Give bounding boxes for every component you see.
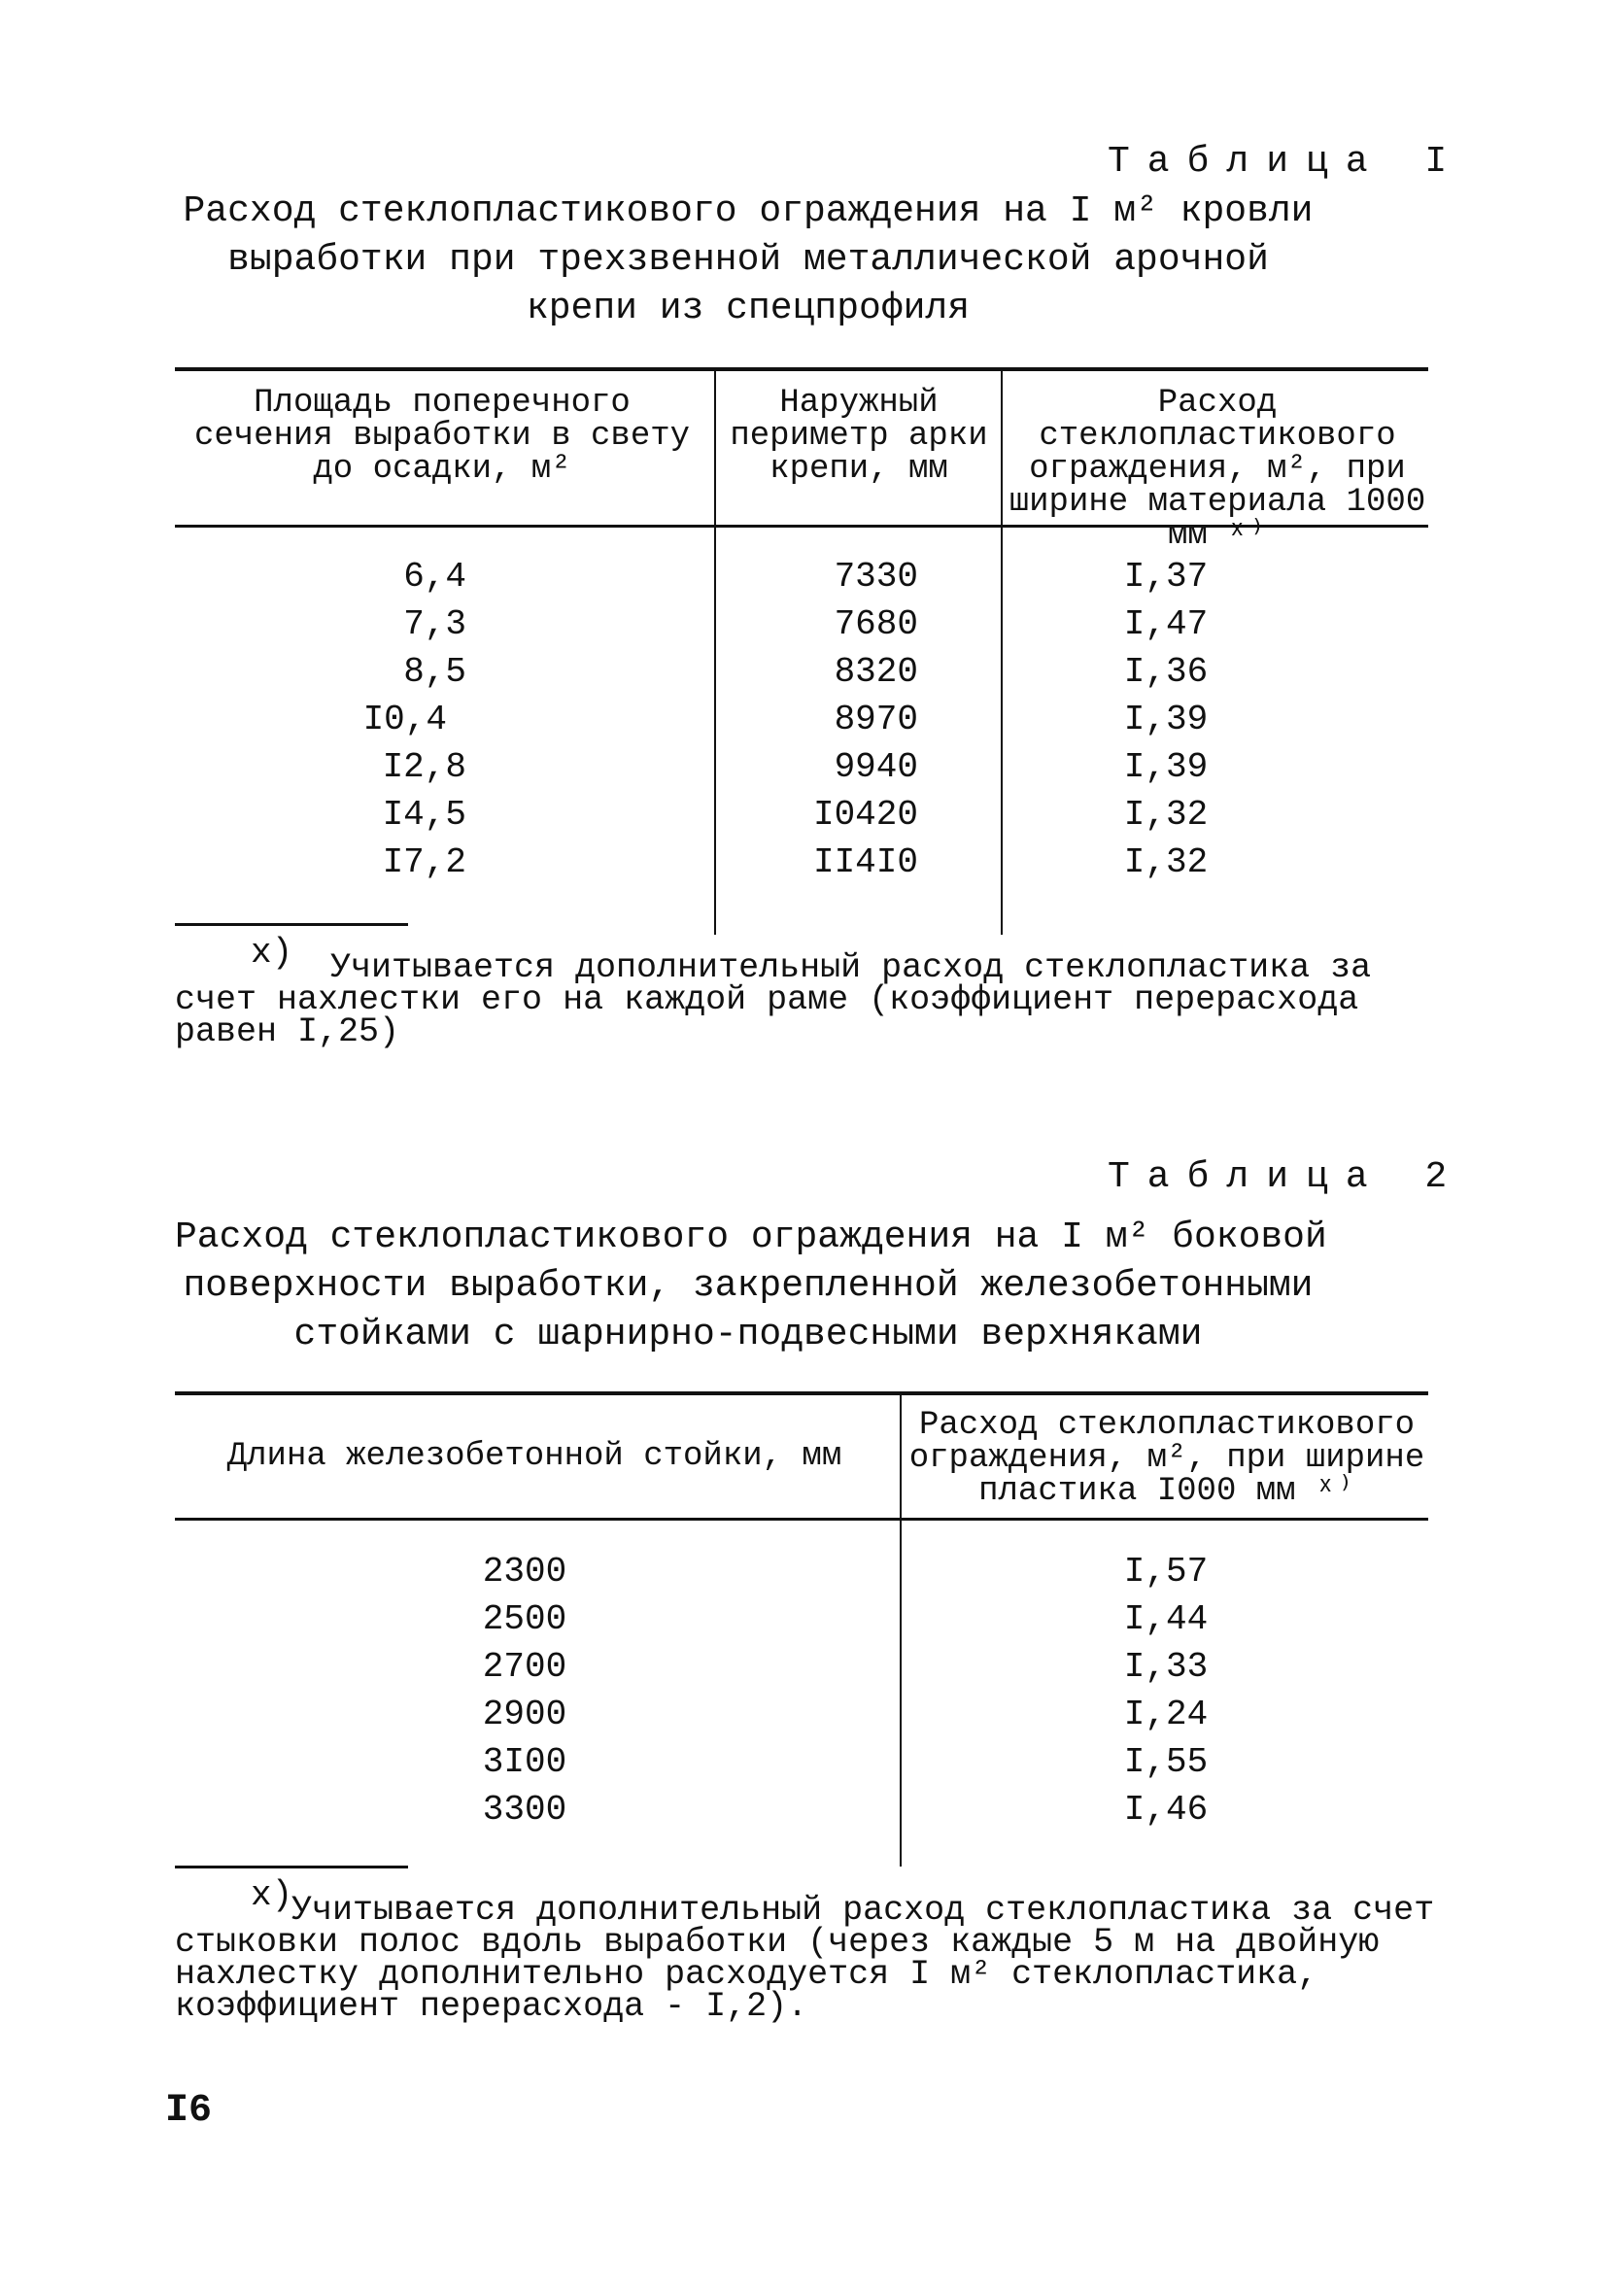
table2-cell-consumption: I,46 <box>1123 1790 1209 1830</box>
table1-header-area: Площадь поперечного сечения выработки в свету до осадки, м² <box>193 385 691 488</box>
table2-col-divider <box>900 1395 902 1867</box>
table2-cell-length: 2700 <box>482 1647 567 1687</box>
table2-title-line-1: Расход стеклопластикового ограждения на I м² боковой <box>175 1217 1327 1258</box>
table2-header-rule <box>175 1518 1428 1521</box>
table2-top-rule <box>175 1391 1428 1395</box>
table1-footnote: Учитывается дополнительный расход стеклопластика за счет нахлестки его на каждой раме (коэффициент перерасхода равен I,25) <box>175 948 1372 1051</box>
table1-title-line-2: выработки при трехзвенной металлической арочной <box>227 239 1269 281</box>
table1-col-divider-2 <box>1001 371 1003 935</box>
table1-cell-area: I0,4 <box>362 700 447 739</box>
table1-cell-perimeter: I0420 <box>812 795 918 835</box>
table1-cell-consumption: I,37 <box>1123 557 1209 597</box>
table1-title-line-1: Расход стеклопластикового ограждения на I м² кровли <box>183 190 1314 232</box>
table1-cell-area: 7,3 <box>403 604 466 644</box>
table1-cell-consumption: I,39 <box>1123 700 1209 739</box>
table2-header-length: Длина железобетонной стойки, мм <box>226 1438 842 1475</box>
table1-cell-area: I2,8 <box>382 747 466 787</box>
table1-cell-area: I7,2 <box>382 842 466 882</box>
table1-cell-perimeter: 9940 <box>834 747 918 787</box>
table2-cell-consumption: I,44 <box>1123 1599 1209 1639</box>
table1-cell-perimeter: 7680 <box>834 604 918 644</box>
table2-title-line-2: поверхности выработки, закрепленной железобетонными <box>183 1265 1314 1307</box>
table2-cell-length: 3I00 <box>482 1742 567 1782</box>
table2-cell-length: 2900 <box>482 1695 567 1734</box>
table1-cell-area: 8,5 <box>403 652 466 692</box>
table1-footnote-mark: x) <box>251 933 293 973</box>
table2-cell-length: 2500 <box>482 1599 567 1639</box>
table1-cell-perimeter: 8320 <box>834 652 918 692</box>
table1-cell-consumption: I,47 <box>1123 604 1209 644</box>
table1-header-consumption: Расход стеклопластикового ограждения, м², при ширине материала 1000 мм ˣ⁾ <box>1009 385 1426 554</box>
table1-header-perimeter: Наружный периметр арки крепи, мм <box>730 385 988 488</box>
table1-cell-perimeter: 7330 <box>834 557 918 597</box>
table2-footnote-rule <box>175 1866 408 1868</box>
table1-footnote-rule <box>175 923 408 926</box>
table1-top-rule <box>175 367 1428 371</box>
table2-cell-consumption: I,55 <box>1123 1742 1209 1782</box>
table1-cell-consumption: I,32 <box>1123 795 1209 835</box>
table1-cell-consumption: I,36 <box>1123 652 1209 692</box>
table1-title-line-3: крепи из спецпрофиля <box>526 288 971 329</box>
table1-cell-perimeter: 8970 <box>834 700 918 739</box>
table1-cell-consumption: I,32 <box>1123 842 1209 882</box>
table1-cell-perimeter: II4I0 <box>812 842 918 882</box>
table1-col-divider-1 <box>714 371 716 935</box>
table2-cell-consumption: I,33 <box>1123 1647 1209 1687</box>
table2-cell-consumption: I,57 <box>1123 1552 1209 1592</box>
table2-cell-length: 2300 <box>482 1552 567 1592</box>
table2-title-line-3: стойками с шарнирно-подвесными верхняками <box>293 1314 1203 1355</box>
table1-cell-consumption: I,39 <box>1123 747 1209 787</box>
table2-cell-consumption: I,24 <box>1123 1695 1209 1734</box>
table2-header-consumption: Расход стеклопластикового ограждения, м², при ширине пластика I000 мм ˣ⁾ <box>908 1407 1425 1510</box>
table2-footnote: Учитывается дополнительный расход стеклопластика за счет стыковки полос вдоль выработки (через каждые 5 м на двойную нахлестку дополнительно расходуется I м² стеклопластика, коэффициент перерасхода - I,2). <box>175 1891 1435 2026</box>
table1-caption: Таблица I <box>1108 141 1465 183</box>
table2-caption: Таблица 2 <box>1108 1156 1465 1198</box>
table1-cell-area: 6,4 <box>403 557 466 597</box>
table1-cell-area: I4,5 <box>382 795 466 835</box>
table2-footnote-mark: x) <box>251 1875 293 1915</box>
table2-cell-length: 3300 <box>482 1790 567 1830</box>
page-number: I6 <box>165 2089 213 2133</box>
